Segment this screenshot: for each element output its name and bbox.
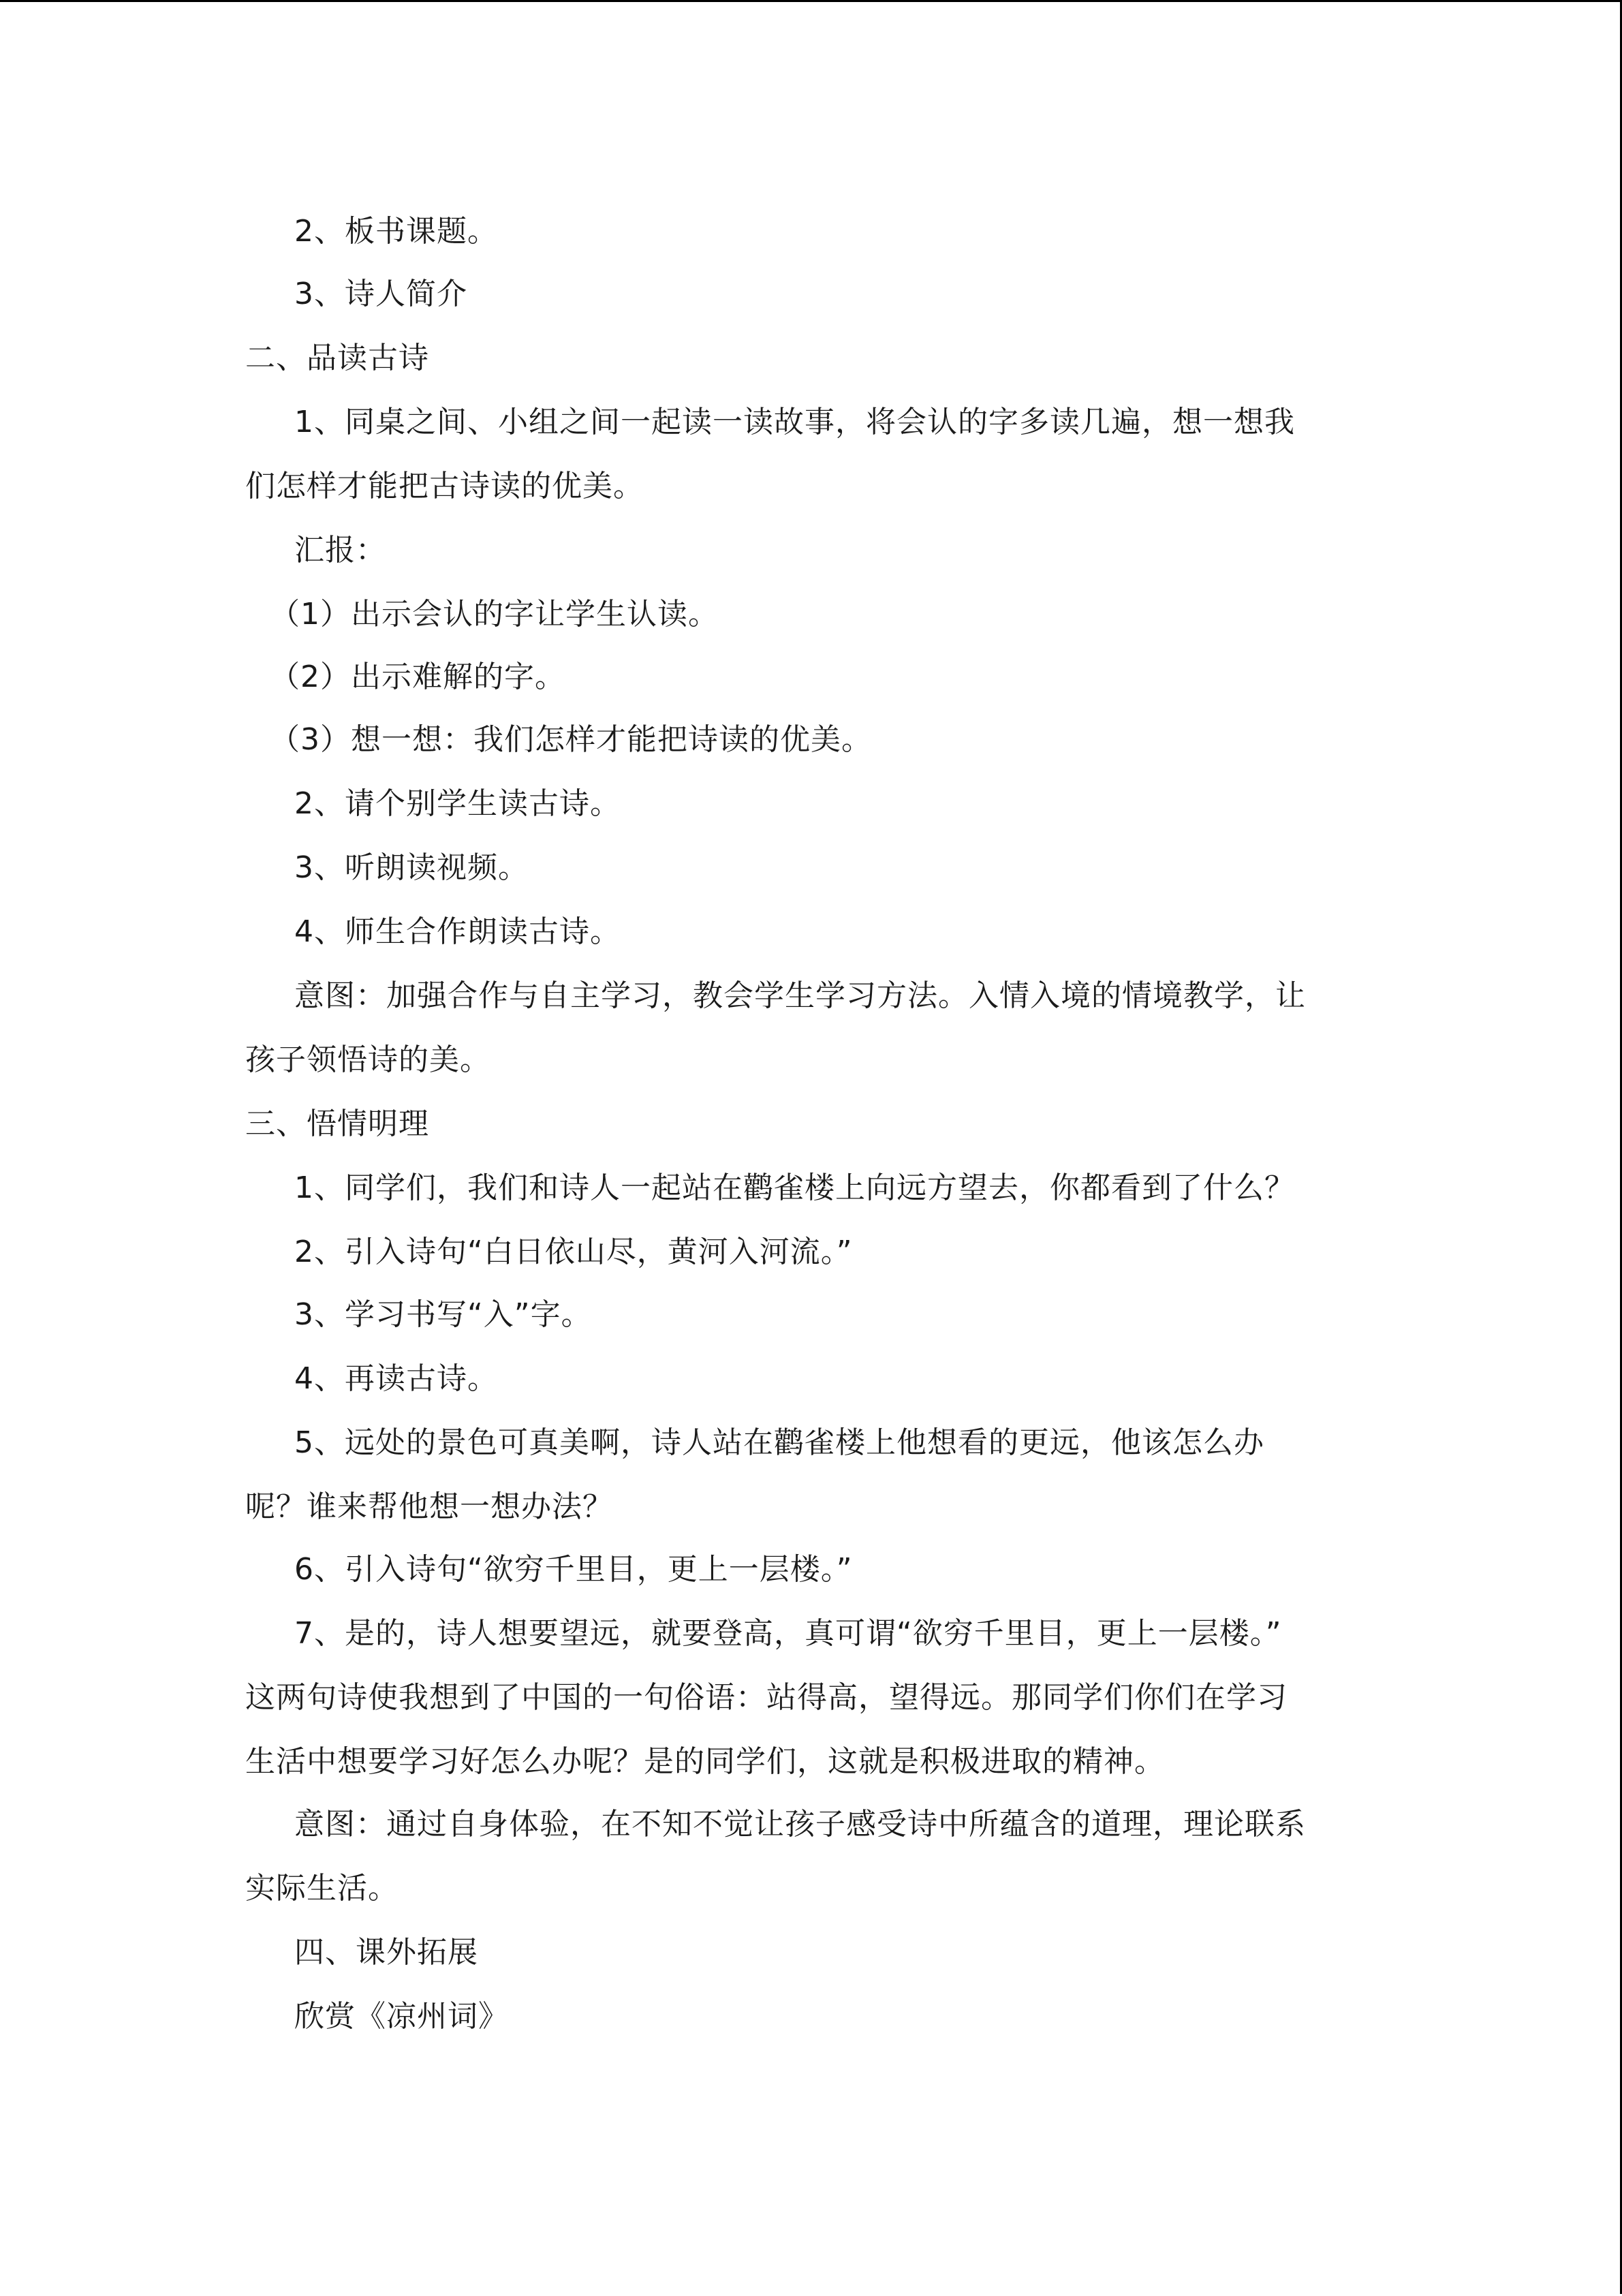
paragraph-line: 们怎样才能把古诗读的优美。 xyxy=(245,469,644,503)
section-heading-3: 三、悟情明理 xyxy=(245,1106,429,1141)
paragraph-line: 7、是的，诗人想要望远，就要登高，真可谓“欲穷千里目，更上一层楼。” xyxy=(294,1616,1282,1651)
sub-item: （1）出示会认的字让学生认读。 xyxy=(270,597,719,632)
intent-paragraph-line: 实际生活。 xyxy=(245,1871,399,1906)
sub-item: （2）出示难解的字。 xyxy=(270,660,565,694)
paragraph-line: 这两句诗使我想到了中国的一句俗语：站得高，望得远。那同学们你们在学习 xyxy=(245,1680,1288,1715)
sub-item: （3）想一想：我们怎样才能把诗读的优美。 xyxy=(270,722,872,757)
item-board-title: 2、板书课题。 xyxy=(294,214,498,249)
intent-paragraph-line: 意图：加强合作与自主学习，教会学生学习方法。入情入境的情境教学，让 xyxy=(294,978,1306,1013)
paragraph-line: 生活中想要学习好怎么办呢？是的同学们，这就是积极进取的精神。 xyxy=(245,1744,1165,1779)
section-heading-4: 四、课外拓展 xyxy=(294,1935,478,1970)
list-item: 4、再读古诗。 xyxy=(294,1361,498,1396)
list-item: 4、师生合作朗读古诗。 xyxy=(294,914,621,949)
list-item: 6、引入诗句“欲穷千里目，更上一层楼。” xyxy=(294,1552,853,1587)
list-item: 3、学习书写“入”字。 xyxy=(294,1297,592,1332)
list-item: 2、引入诗句“白日依山尽，黄河入河流。” xyxy=(294,1235,853,1269)
item-poet-intro: 3、诗人简介 xyxy=(294,277,467,311)
report-label: 汇报： xyxy=(294,533,386,568)
intent-paragraph-line: 意图：通过自身体验，在不知不觉让孩子感受诗中所蕴含的道理，理论联系 xyxy=(294,1807,1306,1842)
list-item: 2、请个别学生读古诗。 xyxy=(294,786,621,821)
list-item: 3、听朗读视频。 xyxy=(294,850,529,885)
paragraph-line: 呢？谁来帮他想一想办法？ xyxy=(245,1489,613,1524)
intent-paragraph-line: 孩子领悟诗的美。 xyxy=(245,1042,490,1077)
document-page xyxy=(0,2,1622,2296)
list-item: 1、同学们，我们和诗人一起站在鹳雀楼上向远方望去，你都看到了什么？ xyxy=(294,1170,1295,1205)
list-item: 欣赏《凉州词》 xyxy=(294,1999,509,2034)
paragraph-line: 5、远处的景色可真美啊，诗人站在鹳雀楼上他想看的更远，他该怎么办 xyxy=(294,1425,1264,1460)
paragraph-line: 1、同桌之间、小组之间一起读一读故事，将会认的字多读几遍，想一想我 xyxy=(294,405,1295,439)
section-heading-2: 二、品读古诗 xyxy=(245,341,429,375)
